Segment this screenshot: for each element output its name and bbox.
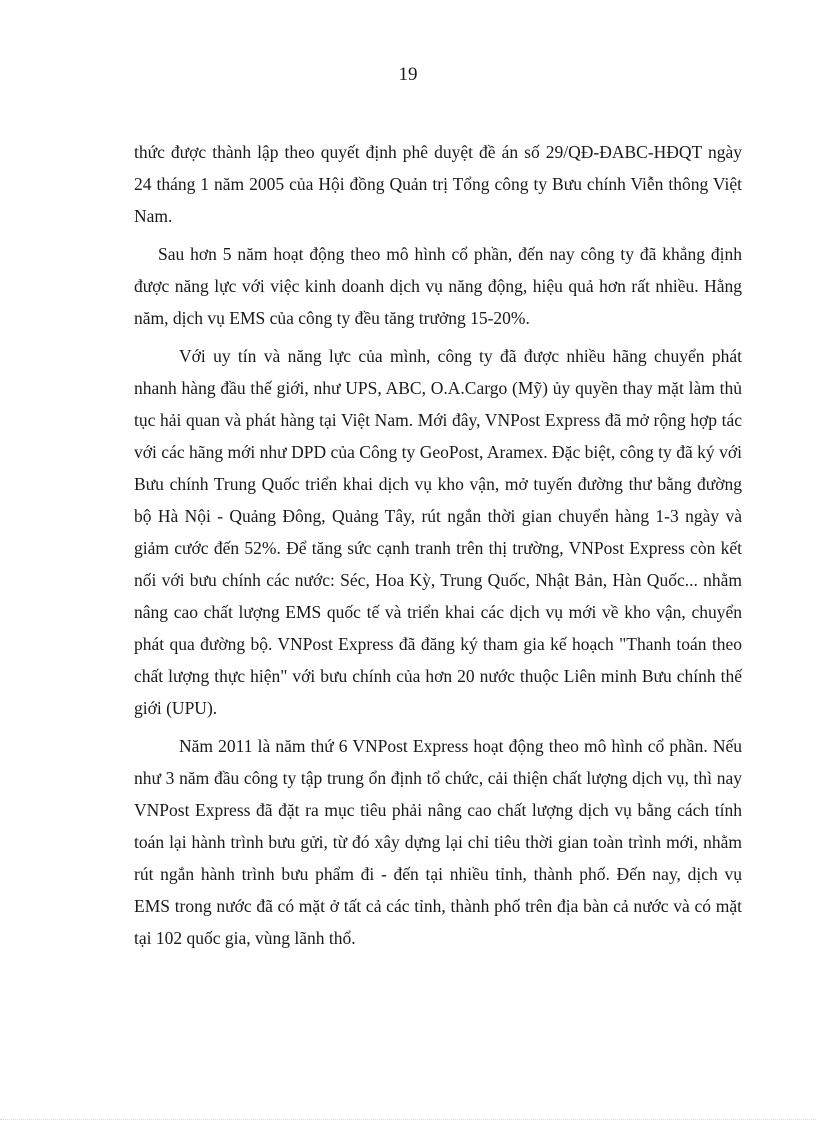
page-bottom-divider: [0, 1119, 816, 1120]
page-number: 19: [398, 64, 418, 85]
paragraph-continuation: thức được thành lập theo quyết định phê duyệt đề án số 29/QĐ-ĐABC-HĐQT ngày 24 tháng 1 năm 2005 của Hội đồng Quản trị Tổng công ty Bưu chính Viễn thông Việt Nam.: [134, 142, 742, 226]
paragraph-2011-goals: Năm 2011 là năm thứ 6 VNPost Express hoạt động theo mô hình cổ phần. Nếu như 3 năm đầu công ty tập trung ổn định tổ chức, cải thiện chất lượng dịch vụ, thì nay VNPost Express đã đặt ra mục tiêu phải nâng cao chất lượng dịch vụ bằng cách tính toán lại hành trình bưu gửi, từ đó xây dựng lại chỉ tiêu thời gian toàn trình mới, nhằm rút ngắn hành trình bưu phẩm đi - đến tại nhiều tỉnh, thành phố. Đến nay, dịch vụ EMS trong nước đã có mặt ở tất cả các tỉnh, thành phố trên địa bàn cả nước và có mặt tại 102 quốc gia, vùng lãnh thổ.: [134, 736, 742, 948]
paragraph-growth: Sau hơn 5 năm hoạt động theo mô hình cổ phần, đến nay công ty đã khẳng định được năng lực với việc kinh doanh dịch vụ năng động, hiệu quả hơn rất nhiều. Hằng năm, dịch vụ EMS của công ty đều tăng trưởng 15-20%.: [134, 244, 742, 328]
paragraph-partnerships: Với uy tín và năng lực của mình, công ty đã được nhiều hãng chuyển phát nhanh hàng đầu thế giới, như UPS, ABC, O.A.Cargo (Mỹ) ủy quyền thay mặt làm thủ tục hải quan và phát hàng tại Việt Nam. Mới đây, VNPost Express đã mở rộng hợp tác với các hãng mới như DPD của Công ty GeoPost, Aramex. Đặc biệt, công ty đã ký với Bưu chính Trung Quốc triển khai dịch vụ kho vận, mở tuyến đường thư bằng đường bộ Hà Nội - Quảng Đông, Quảng Tây, rút ngắn thời gian chuyển hàng 1-3 ngày và giảm cước đến 52%. Để tăng sức cạnh tranh trên thị trường, VNPost Express còn kết nối với bưu chính các nước: Séc, Hoa Kỳ, Trung Quốc, Nhật Bản, Hàn Quốc... nhằm nâng cao chất lượng EMS quốc tế và triển khai các dịch vụ mới về kho vận, chuyển phát qua đường bộ. VNPost Express đã đăng ký tham gia kế hoạch "Thanh toán theo chất lượng thực hiện" với bưu chính của hơn 20 nước thuộc Liên minh Bưu chính thế giới (UPU).: [134, 346, 742, 718]
document-body: [134, 136, 742, 960]
